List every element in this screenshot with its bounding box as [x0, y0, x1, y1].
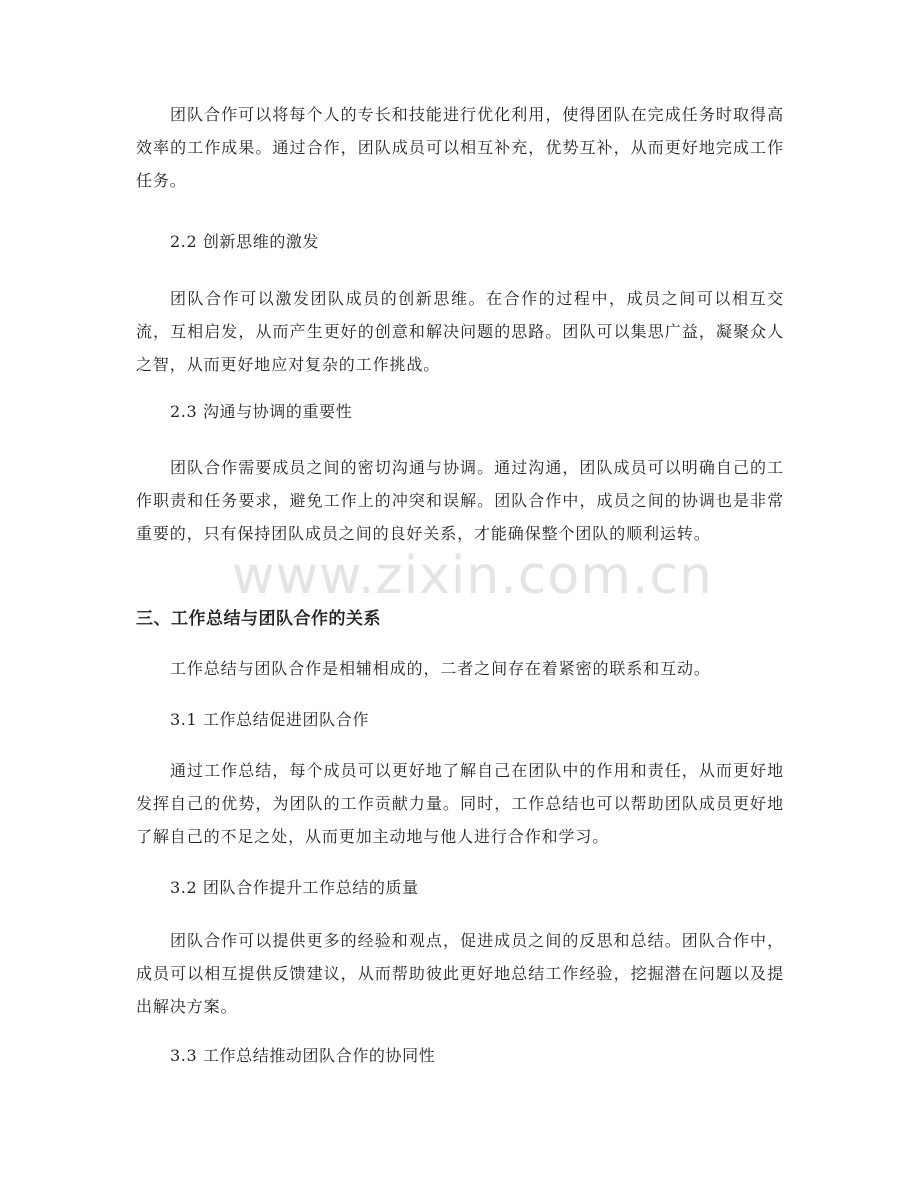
section-heading-3: 三、工作总结与团队合作的关系	[136, 609, 381, 629]
paragraph-teamwork-quality: 团队合作可以提供更多的经验和观点，促进成员之间的反思和总结。团队合作中，成员可以相互提供反馈建议，从而帮助彼此更好地总结工作经验，挖掘潜在问题以及提出解决方案。	[136, 931, 784, 1016]
subheading-3-1: 3.1 工作总结促进团队合作	[170, 710, 369, 729]
paragraph-team-skills: 团队合作可以将每个人的专长和技能进行优化利用，使得团队在完成任务时取得高效率的工作成果。通过合作，团队成员可以相互补充，优势互补，从而更好地完成工作任务。	[136, 105, 784, 190]
paragraph-summary-promotes: 通过工作总结，每个成员可以更好地了解自己在团队中的作用和责任，从而更好地发挥自己的优势，为团队的工作贡献力量。同时，工作总结也可以帮助团队成员更好地了解自己的不足之处，从而更加主动地与他人进行合作和学习。	[136, 761, 784, 846]
paragraph-innovation: 团队合作可以激发团队成员的创新思维。在合作的过程中，成员之间可以相互交流，互相启发，从而产生更好的创意和解决问题的思路。团队可以集思广益，凝聚众人之智，从而更好地应对复杂的工作挑战。	[136, 289, 784, 374]
watermark: www.zixin.com.cn	[232, 546, 713, 606]
paragraph-communication: 团队合作需要成员之间的密切沟通与协调。通过沟通，团队成员可以明确自己的工作职责和任务要求，避免工作上的冲突和误解。团队合作中，成员之间的协调也是非常重要的，只有保持团队成员之间的良好关系，才能确保整个团队的顺利运转。	[136, 458, 784, 543]
subheading-2-2: 2.2 创新思维的激发	[170, 232, 320, 251]
subheading-2-3: 2.3 沟通与协调的重要性	[170, 402, 353, 421]
subheading-3-3: 3.3 工作总结推动团队合作的协同性	[170, 1046, 436, 1065]
paragraph-relationship: 工作总结与团队合作是相辅相成的，二者之间存在着紧密的联系和互动。	[170, 659, 711, 678]
subheading-3-2: 3.2 团队合作提升工作总结的质量	[170, 878, 419, 897]
